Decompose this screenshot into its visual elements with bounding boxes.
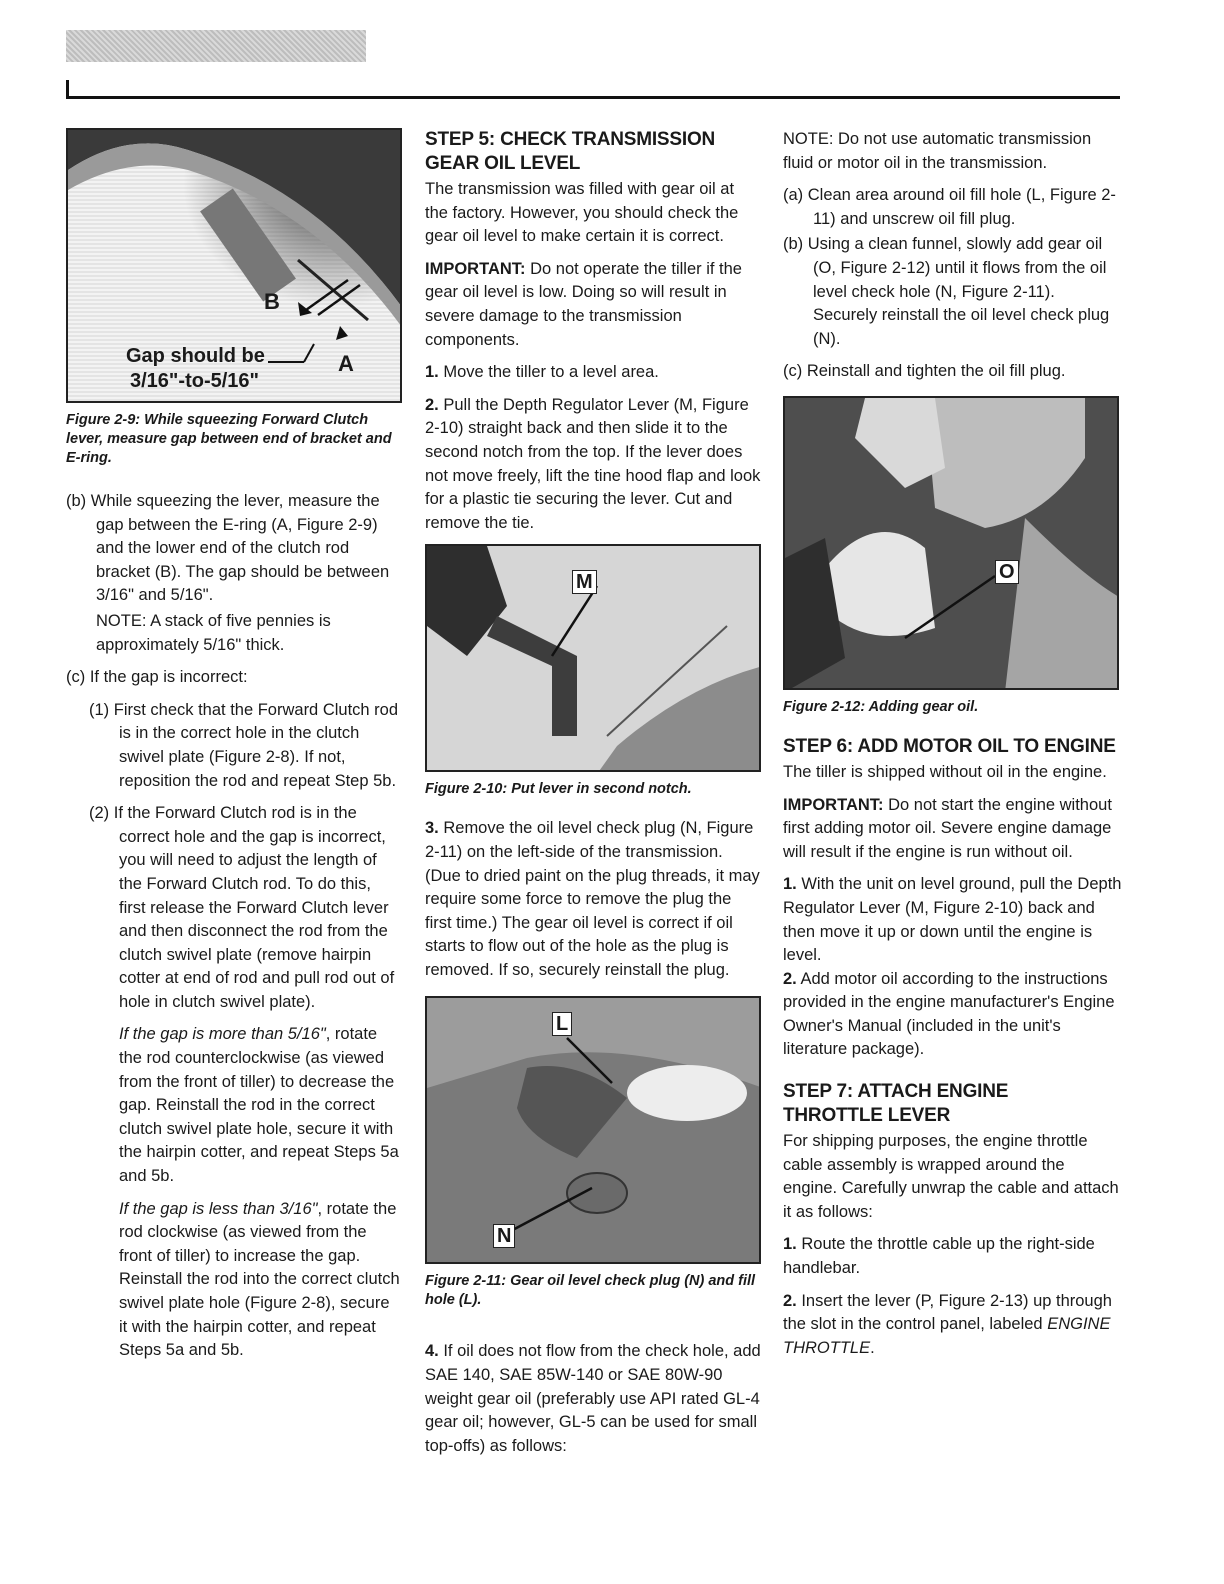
item-number: 2. bbox=[425, 395, 439, 414]
item-number: 3. bbox=[425, 819, 439, 838]
step-5-item-4 bbox=[425, 1340, 761, 1458]
figure-2-12-label-o: O bbox=[995, 560, 1019, 584]
step-6-item-1 bbox=[783, 873, 1123, 967]
step-5-title: STEP 5: CHECK TRANSMISSION GEAR OIL LEVEL bbox=[425, 129, 716, 174]
item-text: Remove the oil level check plug (N, Figure 2-11) on the left-side of the transmission. (Due to dried paint on the plug threads, it may require some force to remove the plug the first time.) The gear oil level is correct if oil starts to flow out of the hole as the plug is removed. If so, securely reinstall the plug. bbox=[425, 819, 760, 979]
step-6-title: STEP 6: ADD MOTOR OIL TO ENGINE bbox=[783, 735, 1116, 757]
figure-2-9-caption: Figure 2-9: While squeezing Forward Clutch lever, measure gap between end of bracket and E-ring. bbox=[66, 412, 392, 466]
step-7-title: STEP 7: ATTACH ENGINE THROTTLE LEVER bbox=[783, 1081, 1009, 1127]
figure-2-9 bbox=[66, 128, 402, 403]
item-text: If oil does not flow from the check hole, add SAE 140, SAE 85W-140 or SAE 80W-90 weight gear oil (preferably use API rated GL-4 gear oil; however, GL-5 can be used for small top-offs) as follows: bbox=[425, 1342, 761, 1455]
figure-2-11-caption: Figure 2-11: Gear oil level check plug (N) and fill hole (L). bbox=[425, 1273, 756, 1309]
step-5-item-1 bbox=[425, 361, 761, 385]
item-text-end: . bbox=[870, 1338, 875, 1357]
pennies-note: NOTE: A stack of five pennies is approximately 5/16" thick. bbox=[96, 611, 331, 654]
header-rule bbox=[66, 96, 1120, 99]
important-label: IMPORTANT: bbox=[783, 795, 884, 814]
step-5b-text: (b) While squeezing the lever, measure the gap between the E-ring (A, Figure 2-9) and the lower end of the clutch rod bracket (B). The gap should be between 3/16" and 5/16". bbox=[66, 492, 390, 605]
step-7-intro: For shipping purposes, the engine throttle cable assembly is wrapped around the engine. Carefully unwrap the cable and attach it as follows: bbox=[783, 1132, 1119, 1221]
figure-2-12 bbox=[783, 396, 1119, 690]
gap-less-instructions: , rotate the rod clockwise (as viewed from the front of tiller) to increase the gap. Reinstall the rod into the correct clutch swivel plate hole (Figure 2-8), secure it with the hairpin cotter, and repeat Steps 5a and 5b. bbox=[119, 1199, 400, 1360]
engine-throttle-label: ENGINE THROTTLE bbox=[783, 1315, 1111, 1357]
figure-2-11-label-l: L bbox=[552, 1012, 572, 1036]
gap-less-paragraph bbox=[66, 1198, 402, 1363]
item-text: Insert the lever (P, Figure 2-13) up through the slot in the control panel, labeled bbox=[783, 1291, 1112, 1334]
step-6-intro: The tiller is shipped without oil in the engine. bbox=[783, 762, 1107, 781]
figure-2-10-label-m: M bbox=[572, 570, 597, 594]
important-label: IMPORTANT: bbox=[425, 259, 526, 278]
important-text: Do not operate the tiller if the gear oil level is low. Doing so will result in severe damage to the transmission components. bbox=[425, 259, 742, 349]
item-number: 1. bbox=[783, 875, 797, 894]
figure-2-11 bbox=[425, 996, 761, 1264]
step-7-item-1 bbox=[783, 1233, 1123, 1280]
figure-2-12-illustration bbox=[785, 398, 1119, 690]
item-text: With the unit on level ground, pull the Depth Regulator Lever (M, Figure 2-10) back and then move it up or down until the engine is level. bbox=[783, 875, 1122, 965]
figure-2-9-gap-label-2: 3/16"-to-5/16" bbox=[130, 370, 260, 392]
figure-2-11-illustration bbox=[427, 998, 761, 1264]
item-number: 1. bbox=[783, 1235, 797, 1254]
step-6-item-2 bbox=[783, 968, 1123, 1062]
step-5-item-2 bbox=[425, 394, 761, 536]
column-3 bbox=[783, 128, 1123, 1369]
gap-more-instructions: , rotate the rod counterclockwise (as viewed from the front of tiller) to decrease the gap. Reinstall the rod in the correct clutch swivel plate hole, secure it with the hairpin cotter, and repeat Steps 5a and 5b. bbox=[119, 1025, 399, 1186]
step-5c-text: (c) If the gap is incorrect: bbox=[66, 668, 248, 687]
item-number: 2. bbox=[783, 969, 797, 988]
figure-2-12-caption: Figure 2-12: Adding gear oil. bbox=[783, 698, 979, 715]
item-text: Pull the Depth Regulator Lever (M, Figure 2-10) straight back and then slide it to the second notch from the top. If the lever does not move freely, lift the tine hood flap and look for a plastic tie securing the lever. Cut and remove the tie. bbox=[425, 395, 761, 532]
figure-2-9-label-b: B bbox=[264, 289, 280, 314]
item-text: Route the throttle cable up the right-side handlebar. bbox=[783, 1235, 1095, 1278]
gap-more-paragraph bbox=[66, 1023, 402, 1188]
step-4a-text: (a) Clean area around oil fill hole (L, Figure 2-11) and unscrew oil fill plug. bbox=[783, 186, 1116, 228]
figure-2-9-label-a: A bbox=[338, 351, 354, 376]
step-7-item-2 bbox=[783, 1290, 1123, 1361]
step-6-important bbox=[783, 794, 1123, 865]
step-5-intro: The transmission was filled with gear oil at the factory. However, you should check the gear oil level to make certain it is correct. bbox=[425, 180, 739, 246]
item-text: Add motor oil according to the instructions provided in the engine manufacturer's Engine Owner's Manual (included in the unit's literature package). bbox=[783, 969, 1115, 1059]
step-4c-text: (c) Reinstall and tighten the oil fill plug. bbox=[783, 362, 1066, 381]
step-5-item-3 bbox=[425, 817, 761, 982]
column-2 bbox=[425, 128, 761, 1467]
step-5-important bbox=[425, 258, 761, 352]
header-tab bbox=[66, 30, 366, 62]
figure-2-9-gap-label-1: Gap should be bbox=[126, 345, 265, 367]
figure-2-11-label-n: N bbox=[493, 1224, 515, 1248]
transmission-fluid-note: NOTE: Do not use automatic transmission fluid or motor oil in the transmission. bbox=[783, 130, 1092, 172]
item-number: 1. bbox=[425, 363, 439, 382]
item-number: 4. bbox=[425, 1342, 439, 1361]
step-5c-2-text: (2) If the Forward Clutch rod is in the correct hole and the gap is incorrect, you will need to adjust the length of the Forward Clutch rod. To do this, first release the Forward Clutch lever and then disconnect the rod from the clutch swivel plate (remove hairpin cotter at end of rod and pull rod out of hole in clutch swivel plate). bbox=[89, 804, 395, 1011]
column-1 bbox=[66, 128, 402, 1372]
important-text: Do not start the engine without first adding motor oil. Severe engine damage will result if the engine is run without oil. bbox=[783, 795, 1112, 861]
step-4b-text: (b) Using a clean funnel, slowly add gear oil (O, Figure 2-12) until it flows from the oil level check hole (N, Figure 2-11). Securely reinstall the oil level check plug (N). bbox=[783, 235, 1110, 348]
figure-2-10-caption: Figure 2-10: Put lever in second notch. bbox=[425, 781, 692, 798]
item-number: 2. bbox=[783, 1291, 797, 1310]
gap-less-condition: If the gap is less than 3/16" bbox=[119, 1199, 318, 1218]
item-text: Move the tiller to a level area. bbox=[438, 363, 659, 382]
step-5c-1-text: (1) First check that the Forward Clutch rod is in the correct hole in the clutch swivel plate (Figure 2-8). If not, reposition the rod and repeat Step 5b. bbox=[89, 700, 399, 790]
figure-2-10 bbox=[425, 544, 761, 772]
gap-more-condition: If the gap is more than 5/16" bbox=[119, 1025, 326, 1044]
